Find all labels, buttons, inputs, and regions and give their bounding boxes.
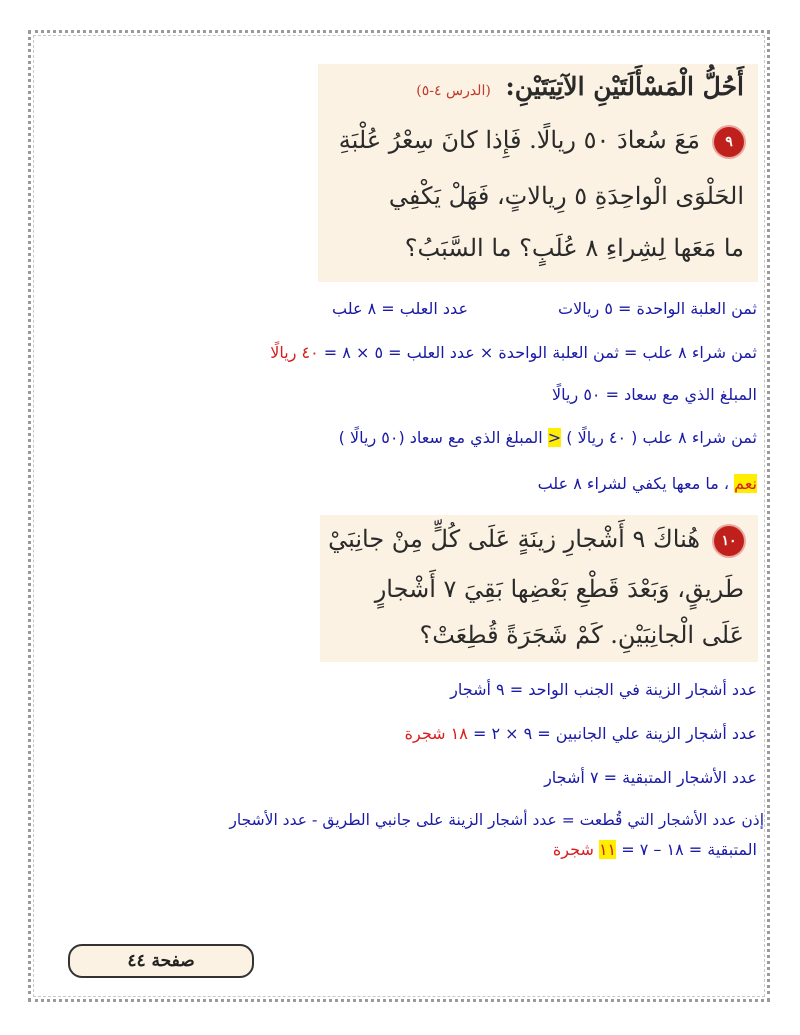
question-1-line-2: الحَلْوَى الْواحِدَةِ ٥ رِيالاتٍ، فَهَلْ يَكْفِي [388,182,744,210]
answer-2-line-1: عدد أشجار الزينة في الجنب الواحد = ٩ أشجار [450,680,757,699]
answer-2-line-4: إذن عدد الأشجار التي قُطعت = عدد أشجار الزينة على جانبي الطريق - عدد الأشجار [229,811,764,829]
final-result: ١١ [598,840,617,859]
answer-1-line-3: المبلغ الذي مع سعاد = ٥٠ ريالًا [552,385,757,404]
result-value: ١٨ شجرة [404,724,468,743]
question-number-badge: ١٠ [714,526,744,556]
lesson-reference: (الدرس ٤-٥) [416,83,491,99]
answer-1-line-1: ثمن العلبة الواحدة = ٥ ريالاتعدد العلب = ٨ علب [331,299,757,318]
heading-text: أَحُلُّ الْمَسْأَلَتَيْنِ الآتِيَتَيْنِ: [505,72,744,101]
answer-2-line-3: عدد الأشجار المتبقية = ٧ أشجار [544,768,757,787]
answer-yes: نعم [734,474,757,493]
answer-1-line-5: نعم ، ما معها يكفي لشراء ٨ علب [537,474,757,493]
question-1-line-3: ما مَعَها لِشِراءِ ٨ عُلَبٍ؟ ما السَّبَبُ؟ [404,234,744,262]
page-number-label: صفحة ٤٤ [68,944,254,978]
answer-2-line-5: المتبقية = ١٨ – ٧ = ١١ شجرة [552,840,757,859]
question-2-line-1: ١٠هُناكَ ٩ أَشْجارِ زينَةٍ عَلَى كُلٍّ مِنْ جانِبَيْ [328,525,744,556]
question-1-box [318,64,758,282]
answer-2-line-2: عدد أشجار الزينة علي الجانبين = ٩ × ٢ = ١٨ شجرة [404,724,757,743]
question-2-line-3: عَلَى الْجانِبَيْنِ. كَمْ شَجَرَةً قُطِعَتْ؟ [419,621,744,649]
question-2-line-2: طَريقٍ، وَبَعْدَ قَطْعِ بَعْضِها بَقِيَ ٧ أَشْجارٍ [374,575,744,603]
comparison-symbol: < [547,428,562,447]
result-value: ٤٠ ريالًا [270,343,319,362]
answer-1-line-2: ثمن شراء ٨ علب = ثمن العلبة الواحدة × عدد العلب = ٥ × ٨ = ٤٠ ريالًا [270,343,757,362]
section-heading [416,72,744,101]
question-2-box [320,515,758,662]
question-number-badge: ٩ [714,127,744,157]
answer-1-line-4: ثمن شراء ٨ علب ( ٤٠ ريالًا ) < المبلغ الذي مع سعاد (٥٠ ريالًا ) [338,428,757,447]
question-1-line-1: ٩مَعَ سُعادَ ٥٠ ريالًا. فَإِذا كانَ سِعْرُ عُلْبَةِ [339,126,744,157]
